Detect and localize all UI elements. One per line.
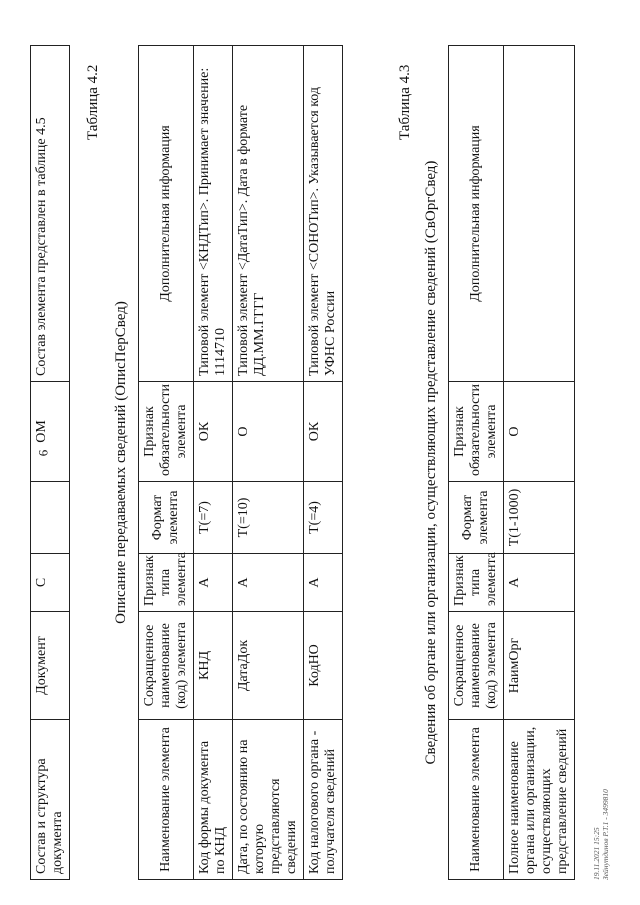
cell-type: С [31,554,70,612]
cell-info: Типовой элемент <КНДТип>. Принимает значение: 1114710 [194,46,233,382]
cell-info [504,46,575,382]
table-row [504,46,575,880]
cell-code: КодНО [304,612,343,720]
cell-code: Документ [31,612,70,720]
cell-element-name: Состав и структура документа [31,720,70,880]
cell-required: ОК [194,382,233,482]
header-format: Формат элемента [139,482,194,554]
cell-format: Т(1-1000) [504,482,575,554]
header-element-name: Наименование элемента [139,720,194,880]
cell-format: Т(=7) [194,482,233,554]
cell-element-name: Полное наименование органа или организации, осуществляющих представление сведений [504,720,575,880]
cell-type: А [194,554,233,612]
cell-element-name: Код налогового органа - получателя сведений [304,720,343,880]
cell-info: Состав элемента представлен в таблице 4.5 [31,46,70,382]
cell-code: ДатаДок [233,612,304,720]
header-code: Сокращенное наименование (код) элемента [139,612,194,720]
header-element-name: Наименование элемента [449,720,504,880]
stamp-signer: Зейнутдинов Р.Т.1 - 3499810 [601,789,610,880]
cell-type: А [233,554,304,612]
table-row [304,46,343,880]
cell-element-name: Дата, по состоянию на которую представляются сведения [233,720,304,880]
cell-code: КНД [194,612,233,720]
table-header-row [449,46,504,880]
table-4-2-title: Описание передаваемых сведений (ОписПерСвед) [113,301,129,624]
table-row [233,46,304,880]
header-info: Дополнительная информация [139,46,194,382]
cell-required: О [233,382,304,482]
cell-required: О [504,382,575,482]
cell-info: Типовой элемент <СОНОТип>. Указывается код УФНС России [304,46,343,382]
header-code: Сокращенное наименование (код) элемента [449,612,504,720]
cell-required: ОМ [31,382,70,482]
cell-type: А [504,554,575,612]
header-format: Формат элемента [449,482,504,554]
signature-stamp [592,789,610,880]
table-row [31,46,70,880]
stamp-date: 19.11.2021 15:25 [592,827,601,880]
table-4-2 [138,45,343,880]
cell-info: Типовой элемент <ДатаТип>. Дата в формате ДД.ММ.ГГГГ [233,46,304,382]
document-structure-row [30,45,70,880]
cell-format: Т(=4) [304,482,343,554]
cell-format [31,482,70,554]
rotated-page-content [30,20,620,880]
header-required: Признак обязательности элемента [139,382,194,482]
table-4-3-title: Сведения об органе или организации, осуществляющих представление сведений (СвОргСвед) [423,160,439,765]
cell-format: Т(=10) [233,482,304,554]
cell-required: ОК [304,382,343,482]
cell-code: НаимОрг [504,612,575,720]
table-4-2-caption: Таблица 4.2 [85,64,101,140]
table-4-3 [448,45,575,880]
header-type: Признак типа элемента [449,554,504,612]
table-header-row [139,46,194,880]
table-4-3-caption: Таблица 4.3 [397,64,413,140]
table-row [194,46,233,880]
header-info: Дополнительная информация [449,46,504,382]
cell-type: А [304,554,343,612]
header-type: Признак типа элемента [139,554,194,612]
header-required: Признак обязательности элемента [449,382,504,482]
cell-element-name: Код формы документа по КНД [194,720,233,880]
page-number: 6 [35,449,51,457]
